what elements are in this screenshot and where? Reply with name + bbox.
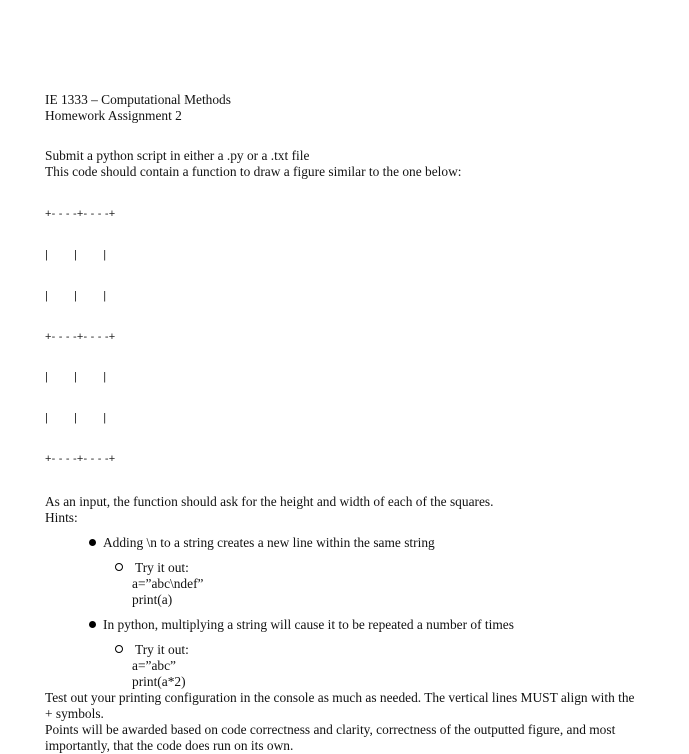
document-page [45,92,645,754]
intro-line-1: Submit a python script in either a .py or a .txt file [45,148,310,163]
input-instruction: As an input, the function should ask for the height and width of each of the squares. [45,493,494,509]
figure-line: +- - - -+- - - -+ [45,330,116,343]
circle-bullet-icon [115,645,123,653]
code-line: a=”abc” [132,657,176,673]
code-line: print(a*2) [132,673,186,689]
figure-line: +- - - -+- - - -+ [45,208,116,221]
code-line: a=”abc\ndef” [132,575,204,591]
try-it-label: Try it out: [135,559,189,575]
circle-bullet-icon [115,563,123,571]
hint-item [45,617,645,633]
figure-line: | | | [45,248,107,261]
code-line: print(a) [132,591,173,607]
hint-sub-item [45,642,645,658]
hints-label: Hints: [45,509,78,525]
figure-line: +- - - -+- - - -+ [45,452,116,465]
course-title: IE 1333 – Computational Methods [45,92,231,107]
hint-item [45,535,645,551]
hint-text: Adding \n to a string creates a new line within the same string [103,534,435,550]
hint-sub-item [45,560,645,576]
figure-line: | | | [45,371,107,384]
assignment-title: Homework Assignment 2 [45,108,182,123]
grading-note: Points will be awarded based on code correctness and clarity, correctness of the outputted figure, and most importantly, that the code does run on its own. [45,721,616,753]
hint-text: In python, multiplying a string will cause it to be repeated a number of times [103,616,514,632]
figure-line: | | | [45,412,107,425]
figure-line: | | | [45,289,107,302]
testing-note: Test out your printing configuration in the console as much as needed. The vertical lines MUST align with the + symbols. [45,689,635,721]
try-it-label: Try it out: [135,641,189,657]
bullet-icon [89,539,96,546]
intro-line-2: This code should contain a function to draw a figure similar to the one below: [45,164,462,179]
code-example [45,576,645,608]
bullet-icon [89,621,96,628]
code-example [45,658,645,690]
ascii-grid-figure [45,181,645,494]
